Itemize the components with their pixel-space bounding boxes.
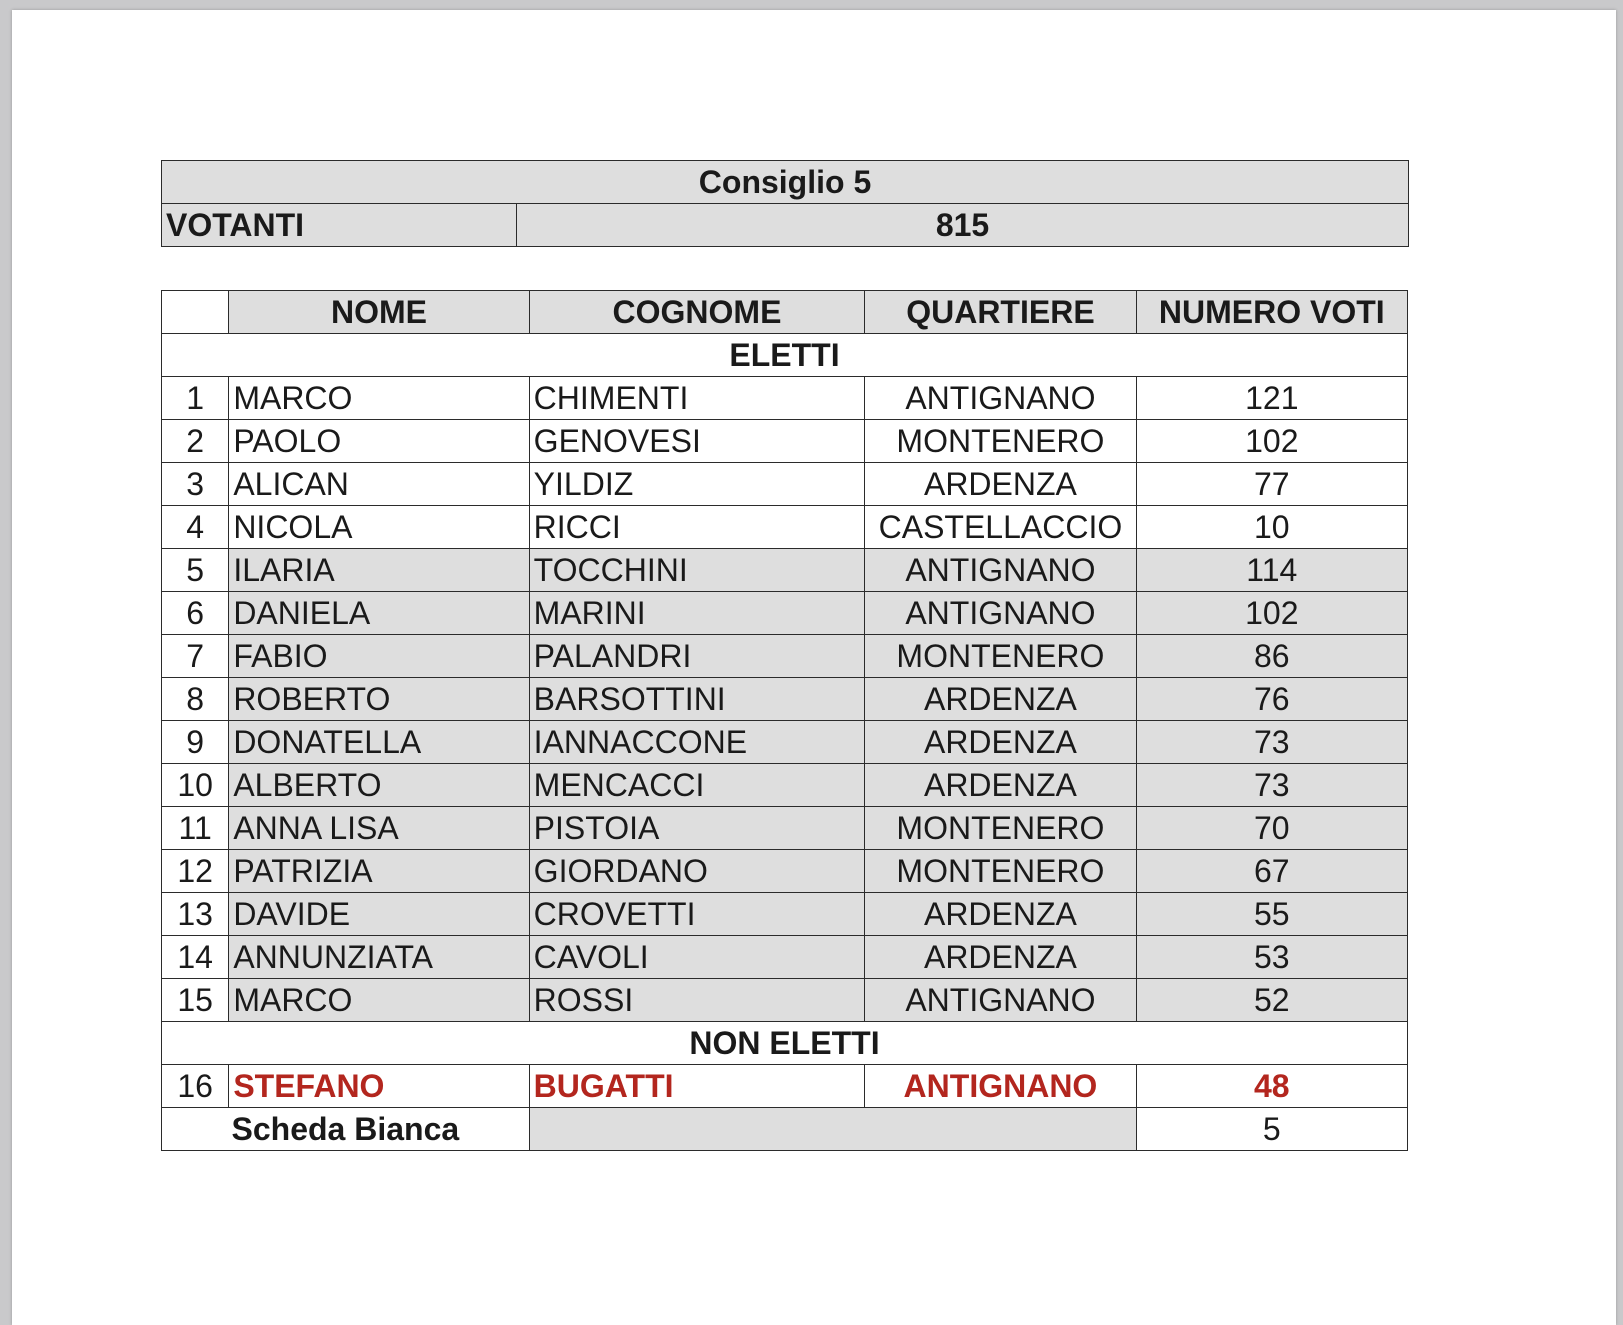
cell-quartiere: ARDENZA [865,936,1136,979]
table-row [162,635,1408,678]
cell-quartiere: MONTENERO [865,850,1136,893]
row-index: 10 [162,764,229,807]
cell-nome: FABIO [229,635,529,678]
column-header-cognome: COGNOME [529,291,865,334]
cell-cognome: MENCACCI [529,764,865,807]
cell-cognome: ROSSI [529,979,865,1022]
cell-quartiere: ARDENZA [865,463,1136,506]
table-row [162,807,1408,850]
cell-numero-voti: 70 [1136,807,1407,850]
table-row [162,979,1408,1022]
row-index: 5 [162,549,229,592]
row-index: 3 [162,463,229,506]
row-index: 4 [162,506,229,549]
scheda-bianca-empty [529,1108,1136,1151]
cell-quartiere: ANTIGNANO [865,979,1136,1022]
table-row [162,506,1408,549]
cell-numero-voti: 53 [1136,936,1407,979]
cell-numero-voti: 102 [1136,420,1407,463]
row-index: 6 [162,592,229,635]
cell-cognome: CHIMENTI [529,377,865,420]
summary-table [161,160,1409,247]
table-row [162,420,1408,463]
cell-nome: PAOLO [229,420,529,463]
cell-numero-voti: 55 [1136,893,1407,936]
cell-quartiere: ANTIGNANO [865,1065,1136,1108]
cell-nome: ALICAN [229,463,529,506]
table-row [162,850,1408,893]
table-row [162,377,1408,420]
cell-quartiere: ANTIGNANO [865,592,1136,635]
cell-quartiere: MONTENERO [865,635,1136,678]
cell-numero-voti: 73 [1136,721,1407,764]
section-row-non-eletti [162,1022,1408,1065]
cell-nome: ANNA LISA [229,807,529,850]
column-header-numero-voti: NUMERO VOTI [1136,291,1407,334]
cell-quartiere: ARDENZA [865,721,1136,764]
table-row [162,721,1408,764]
cell-nome: DONATELLA [229,721,529,764]
cell-cognome: BUGATTI [529,1065,865,1108]
results-body [162,334,1408,1151]
votanti-value: 815 [517,204,1409,247]
cell-quartiere: CASTELLACCIO [865,506,1136,549]
cell-nome: DAVIDE [229,893,529,936]
cell-cognome: RICCI [529,506,865,549]
cell-nome: DANIELA [229,592,529,635]
row-index: 16 [162,1065,229,1108]
row-index: 11 [162,807,229,850]
document-page [12,10,1616,1325]
table-row [162,1065,1408,1108]
table-row [162,463,1408,506]
row-index: 8 [162,678,229,721]
column-header-nome: NOME [229,291,529,334]
cell-nome: PATRIZIA [229,850,529,893]
table-row [162,678,1408,721]
cell-cognome: YILDIZ [529,463,865,506]
scheda-bianca-value: 5 [1136,1108,1407,1151]
cell-cognome: BARSOTTINI [529,678,865,721]
scheda-bianca-row [162,1108,1408,1151]
cell-quartiere: MONTENERO [865,807,1136,850]
row-index: 15 [162,979,229,1022]
row-index: 2 [162,420,229,463]
cell-numero-voti: 52 [1136,979,1407,1022]
table-row [162,592,1408,635]
cell-numero-voti: 10 [1136,506,1407,549]
cell-cognome: GIORDANO [529,850,865,893]
row-index: 13 [162,893,229,936]
cell-cognome: PISTOIA [529,807,865,850]
cell-numero-voti: 77 [1136,463,1407,506]
votanti-label: VOTANTI [162,204,517,247]
cell-cognome: TOCCHINI [529,549,865,592]
cell-nome: STEFANO [229,1065,529,1108]
results-table [161,290,1408,1151]
cell-quartiere: MONTENERO [865,420,1136,463]
cell-nome: ALBERTO [229,764,529,807]
cell-numero-voti: 86 [1136,635,1407,678]
cell-numero-voti: 114 [1136,549,1407,592]
row-index: 12 [162,850,229,893]
row-index: 14 [162,936,229,979]
cell-cognome: GENOVESI [529,420,865,463]
table-row [162,936,1408,979]
section-label-eletti: ELETTI [162,334,1408,377]
index-header [162,291,229,334]
scheda-bianca-label: Scheda Bianca [162,1108,530,1151]
cell-cognome: CROVETTI [529,893,865,936]
column-header-quartiere: QUARTIERE [865,291,1136,334]
row-index: 7 [162,635,229,678]
cell-nome: ROBERTO [229,678,529,721]
document-title: Consiglio 5 [162,161,1409,204]
row-index: 1 [162,377,229,420]
table-row [162,764,1408,807]
cell-cognome: CAVOLI [529,936,865,979]
cell-cognome: PALANDRI [529,635,865,678]
section-row-eletti [162,334,1408,377]
cell-numero-voti: 48 [1136,1065,1407,1108]
table-row [162,549,1408,592]
cell-quartiere: ANTIGNANO [865,549,1136,592]
cell-nome: ILARIA [229,549,529,592]
cell-quartiere: ARDENZA [865,678,1136,721]
cell-numero-voti: 76 [1136,678,1407,721]
cell-nome: MARCO [229,377,529,420]
cell-numero-voti: 73 [1136,764,1407,807]
cell-quartiere: ANTIGNANO [865,377,1136,420]
column-header-row [162,291,1408,334]
cell-nome: ANNUNZIATA [229,936,529,979]
section-label-non-eletti: NON ELETTI [162,1022,1408,1065]
cell-nome: MARCO [229,979,529,1022]
cell-cognome: MARINI [529,592,865,635]
cell-cognome: IANNACCONE [529,721,865,764]
cell-numero-voti: 121 [1136,377,1407,420]
cell-numero-voti: 67 [1136,850,1407,893]
cell-numero-voti: 102 [1136,592,1407,635]
cell-nome: NICOLA [229,506,529,549]
cell-quartiere: ARDENZA [865,893,1136,936]
cell-quartiere: ARDENZA [865,764,1136,807]
row-index: 9 [162,721,229,764]
table-row [162,893,1408,936]
